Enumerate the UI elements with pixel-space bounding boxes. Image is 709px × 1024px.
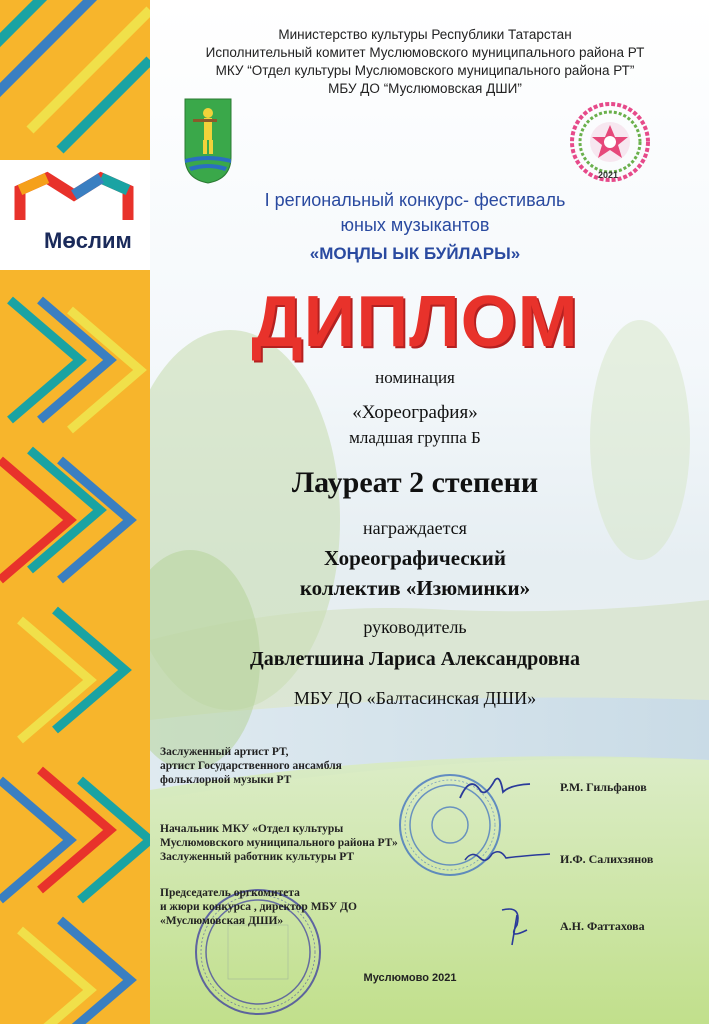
logo-text: Мөслим xyxy=(44,228,132,253)
group-label: младшая группа Б xyxy=(349,428,481,447)
muslim-logo xyxy=(2,170,148,265)
logo-mark-icon xyxy=(2,170,148,230)
signatory-1-title xyxy=(160,745,342,787)
header-school: МБУ ДО “Муслюмовская ДШИ” xyxy=(328,81,522,96)
header-ministry: Министерство культуры Республики Татарстан xyxy=(278,27,572,42)
signatory-1-title-line3: фольклорной музыки РТ xyxy=(160,774,292,786)
signatory-2-title-line2: Муслюмовского муниципального района РТ» xyxy=(160,837,398,849)
signatory-1-title-line1: Заслуженный артист РТ, xyxy=(160,746,289,758)
signatory-2-title-line1: Начальник МКУ «Отдел культуры xyxy=(160,823,344,835)
signatory-2-title xyxy=(160,822,398,864)
signature-1-icon xyxy=(455,770,535,804)
signatory-2-title-line3: Заслуженный работник культуры РТ xyxy=(160,851,355,863)
recipient-line2: коллектив «Изюминки» xyxy=(299,576,531,600)
leader-label: руководитель xyxy=(363,617,467,637)
nomination-label: номинация xyxy=(375,368,455,387)
signatory-1-title-line2: артист Государственного ансамбля xyxy=(160,760,342,772)
award-level: Лауреат 2 степени xyxy=(291,466,539,499)
festival-title-line2: юных музыкантов xyxy=(340,215,490,235)
festival-name: «МОҢЛЫ ЫК БУЙЛАРЫ» xyxy=(309,244,521,263)
footer-place-year: Муслюмово 2021 xyxy=(363,972,457,984)
header-culture-department: МКУ “Отдел культуры Муслюмовского муниципального района РТ” xyxy=(215,63,635,78)
signatory-2-name: И.Ф. Салихзянов xyxy=(560,852,654,866)
recipient-line1: Хореографический xyxy=(324,546,506,570)
signatory-3-title-line2: и жюри конкурса , директор МБУ ДО xyxy=(160,901,357,913)
signature-3-icon xyxy=(492,900,542,950)
signatory-3-title-line3: «Муслюмовская ДШИ» xyxy=(160,915,284,927)
leader-name: Давлетшина Лариса Александровна xyxy=(249,648,581,670)
festival-emblem-year: 2021 xyxy=(598,170,619,180)
signatory-1-name: Р.М. Гильфанов xyxy=(560,780,647,794)
signatory-3-title-line1: Председатель оргкомитета xyxy=(160,887,300,899)
signature-2-icon xyxy=(460,842,555,872)
festival-title-line1: I региональный конкурс- фестиваль xyxy=(264,190,566,210)
coat-of-arms-icon xyxy=(183,97,233,185)
left-decorative-band xyxy=(0,0,150,1024)
signatory-3-title xyxy=(160,886,357,928)
nomination-value: «Хореография» xyxy=(352,402,478,423)
signatory-3-name: А.Н. Фаттахова xyxy=(560,919,645,933)
header-executive-committee: Исполнительный комитет Муслюмовского муниципального района РТ xyxy=(205,45,645,60)
awarded-label: награждается xyxy=(363,518,467,538)
institution: МБУ ДО «Балтасинская ДШИ» xyxy=(293,688,537,708)
diploma-title: ДИПЛОМ xyxy=(251,282,579,362)
